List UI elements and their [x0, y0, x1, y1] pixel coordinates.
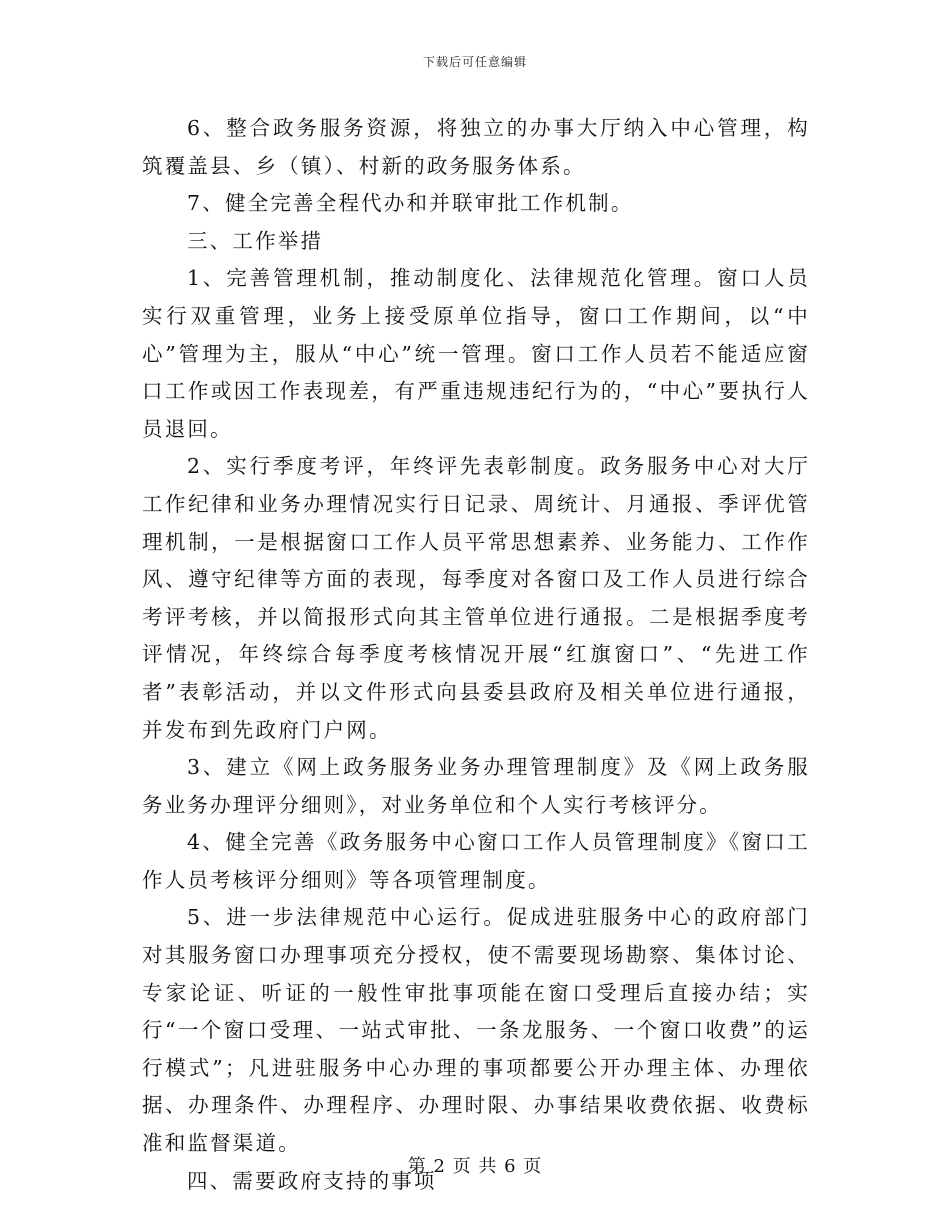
page-header: 下载后可任意编辑 — [422, 55, 527, 69]
paragraph-measure-3: 3、建立《网上政务服务业务办理管理制度》及《网上政务服务业务办理评分细则》，对业务单位和个人实行考核评分。 — [142, 755, 810, 817]
paragraph-item-6: 6、整合政务服务资源，将独立的办事大厅纳入中心管理，构筑覆盖县、乡（镇）、村新的政务服务体系。 — [142, 116, 810, 178]
page-footer: 第 2 页 共 6 页 — [407, 1156, 543, 1177]
paragraph-measure-4: 4、健全完善《政务服务中心窗口工作人员管理制度》《窗口工作人员考核评分细则》等各项管理制度。 — [142, 830, 810, 892]
paragraph-measure-5: 5、进一步法律规范中心运行。促成进驻服务中心的政府部门对其服务窗口办理事项充分授权，使不需要现场勘察、集体讨论、专家论证、听证的一般性审批事项能在窗口受理后直接办结；实行“一个窗口受理、一站式审批、一条龙服务、一个窗口收费”的运行模式”；凡进驻服务中心办理的事项都要公开办理主体、办理依据、办理条件、办理程序、办理时限、办事结果收费依据、收费标准和监督渠道。 — [142, 905, 810, 1156]
document-body — [142, 110, 810, 1200]
paragraph-measure-2: 2、实行季度考评，年终评先表彰制度。政务服务中心对大厅工作纪律和业务办理情况实行日记录、周统计、月通报、季评优管理机制，一是根据窗口工作人员平常思想素养、业务能力、工作作风、遵守纪律等方面的表现，每季度对各窗口及工作人员进行综合考评考核，并以简报形式向其主管单位进行通报。二是根据季度考评情况，年终综合每季度考核情况开展“红旗窗口”、“先进工作者”表彰活动，并以文件形式向县委县政府及相关单位进行通报，并发布到先政府门户网。 — [142, 454, 810, 742]
paragraph-item-7: 7、健全完善全程代办和并联审批工作机制。 — [187, 191, 634, 216]
paragraph-measure-1: 1、完善管理机制，推动制度化、法律规范化管理。窗口人员实行双重管理，业务上接受原单位指导，窗口工作期间，以“中心”管理为主，服从“中心”统一管理。窗口工作人员若不能适应窗口工作或因工作表现差，有严重违规违纪行为的，“中心”要执行人员退回。 — [142, 266, 810, 441]
section-heading-work-measures: 三、工作举措 — [187, 228, 324, 253]
section-heading-government-support: 四、需要政府支持的事项 — [187, 1168, 437, 1193]
